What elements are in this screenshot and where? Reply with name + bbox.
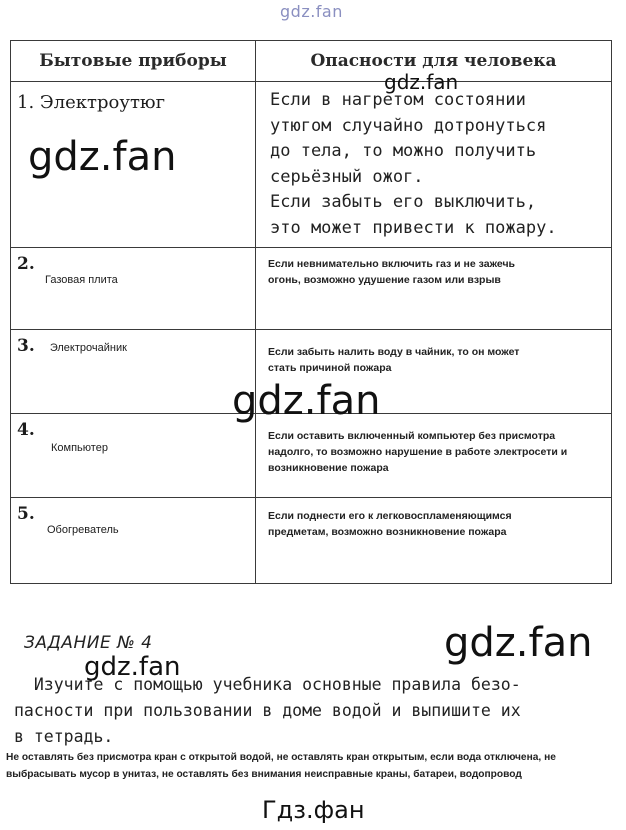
header-dangers: Опасности для человека	[256, 41, 612, 82]
appliance-cell	[11, 414, 256, 498]
danger-line: Если в нагретом состоянии	[270, 90, 526, 110]
answer-line: выбрасывать мусор в унитаз, не оставлять без внимания неисправные краны, батареи, водопровод	[6, 769, 522, 780]
watermark-row1: gdz.fan	[28, 134, 177, 180]
danger-line: Если невнимательно включить газ и не зажечь	[268, 258, 516, 270]
watermark-task-left: gdz.fan	[84, 652, 181, 682]
task-title: ЗАДАНИЕ № 4	[24, 633, 153, 653]
appliance-cell	[11, 248, 256, 330]
table-row	[11, 414, 612, 498]
appliance-name: Газовая плита	[45, 274, 118, 286]
watermark-top: gdz.fan	[280, 2, 343, 21]
answer-line: Не оставлять без присмотра кран с открытой водой, не оставлять кран открытым, если вода отключена, не	[6, 752, 556, 763]
watermark-middle: gdz.fan	[232, 378, 381, 424]
appliance-cell	[11, 498, 256, 584]
danger-line: серьёзный ожог.	[270, 166, 424, 187]
task-text-line: пасности при пользовании в доме водой и выпишите их	[14, 701, 521, 720]
appliance-name: Обогреватель	[47, 524, 119, 536]
row-number: 5.	[17, 504, 35, 524]
danger-cell	[256, 414, 612, 498]
danger-line: утюгом случайно дотронуться	[270, 115, 547, 136]
danger-line: Если оставить включенный компьютер без присмотра	[268, 430, 556, 442]
watermark-bottom: Гдз.фан	[262, 796, 365, 824]
appliance-name: Электрочайник	[49, 342, 127, 354]
watermark-task-right: gdz.fan	[444, 620, 593, 666]
row-number: 3.	[17, 336, 35, 356]
table-row	[11, 248, 612, 330]
danger-line: предметам, возможно возникновение пожара	[268, 526, 507, 538]
danger-line: до тела, то можно получить	[270, 141, 537, 161]
appliances-table	[10, 40, 612, 584]
row-number: 1.	[17, 92, 35, 113]
danger-line: возникновение пожара	[268, 462, 389, 474]
task-text-line: в тетрадь.	[14, 727, 114, 746]
danger-line: огонь, возможно удушение газом или взрыв	[268, 274, 501, 286]
table-header-row	[11, 41, 612, 82]
row-number: 2.	[17, 254, 35, 274]
danger-cell	[256, 498, 612, 584]
danger-line: это может привести к пожару.	[270, 217, 557, 238]
danger-line: Если поднести его к легковоспламеняющимся	[268, 510, 512, 522]
danger-line: Если забыть налить воду в чайник, то он может	[268, 346, 520, 358]
appliance-cell	[11, 330, 256, 414]
danger-line: надолго, то возможно нарушение в работе электросети и	[268, 446, 568, 458]
danger-cell	[256, 82, 612, 248]
danger-cell	[256, 248, 612, 330]
watermark-header: gdz.fan	[384, 70, 459, 94]
task-text	[14, 672, 614, 750]
appliance-name: Компьютер	[51, 442, 108, 454]
task-text-line: Изучите с помощью учебника основные правила безо-	[14, 675, 521, 694]
appliance-name: Электроутюг	[39, 92, 165, 113]
table-row	[11, 498, 612, 584]
danger-line: стать причиной пожара	[268, 362, 392, 374]
row-number: 4.	[17, 420, 35, 440]
danger-line: Если забыть его выключить,	[270, 192, 537, 212]
task-answer	[6, 749, 618, 783]
header-appliances: Бытовые приборы	[11, 41, 256, 82]
